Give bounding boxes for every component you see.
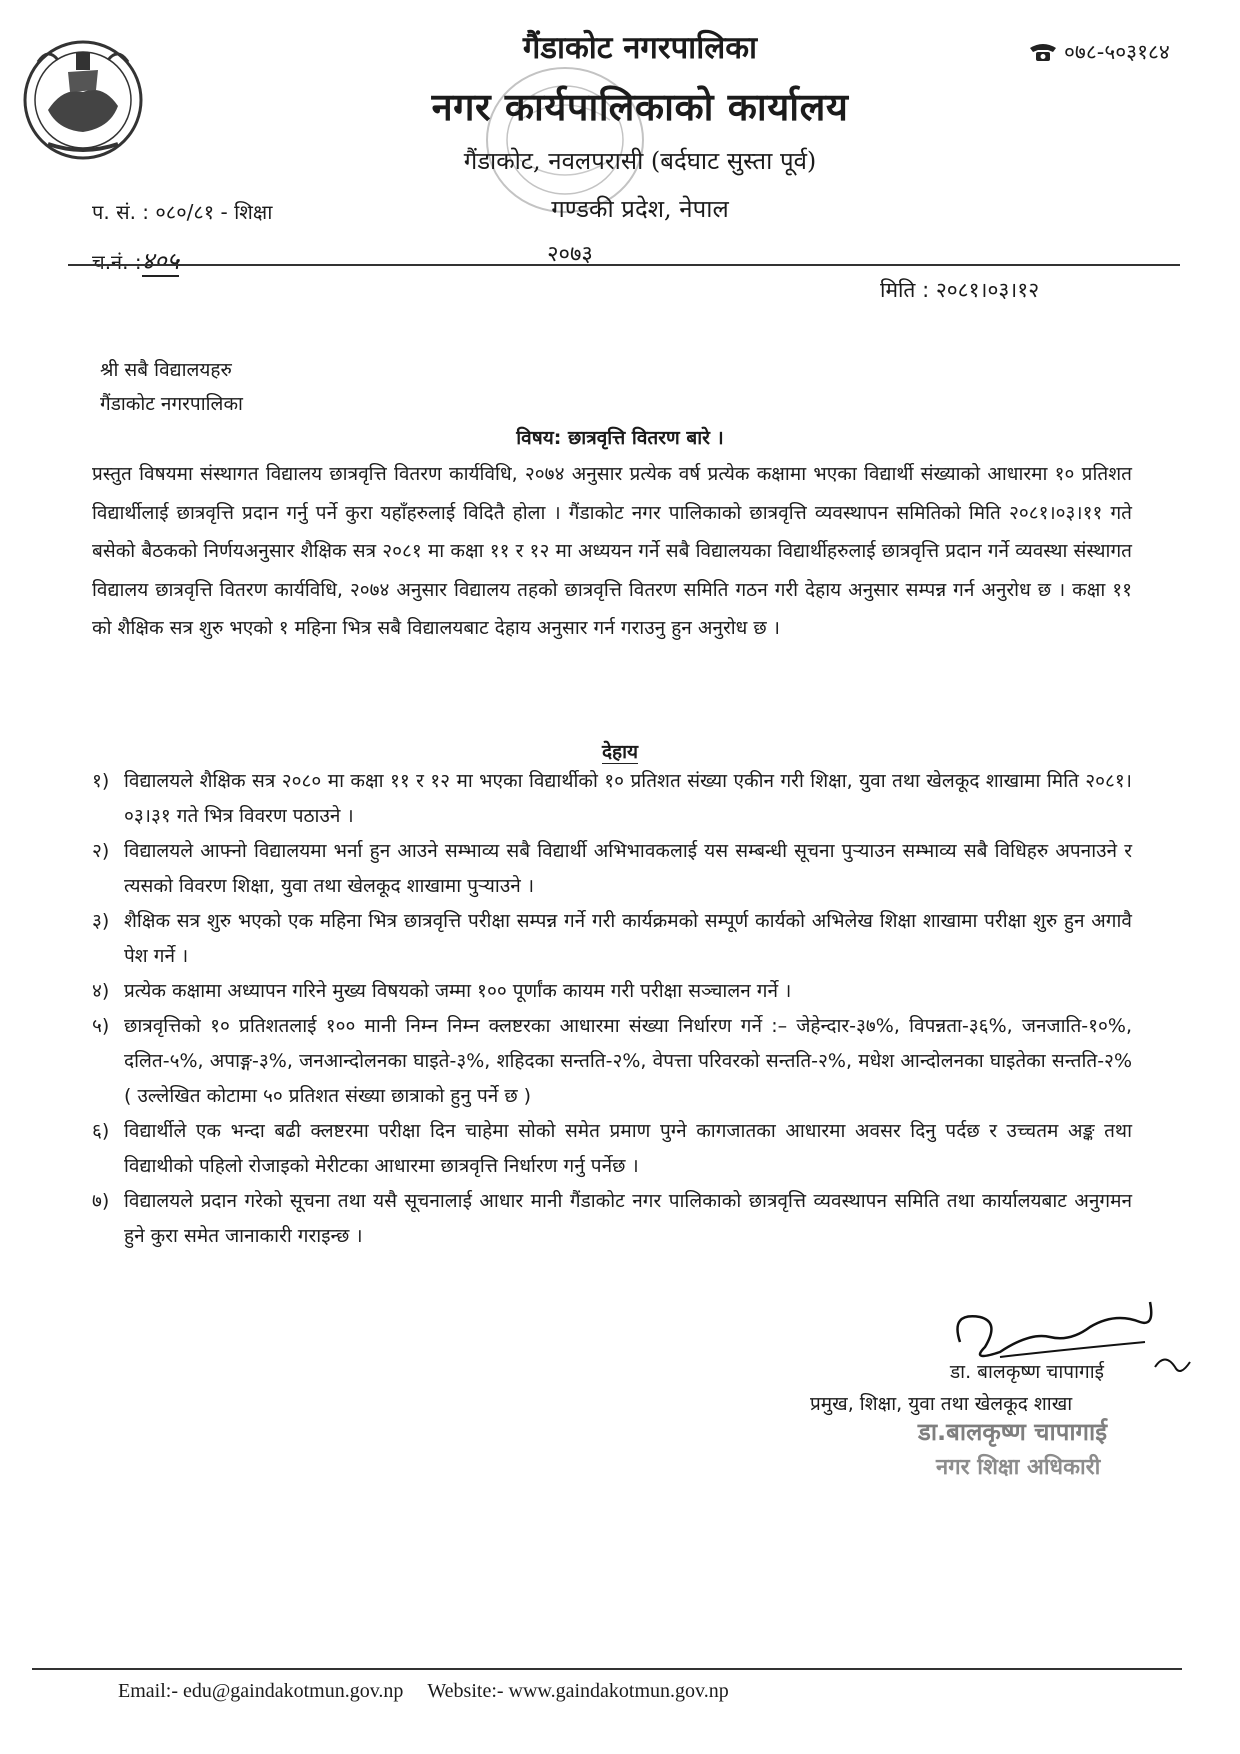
- signatory-title: प्रमुख, शिक्षा, युवा तथा खेलकूद शाखा: [810, 1393, 1073, 1415]
- header-divider: [68, 264, 1180, 266]
- item-text: विद्यालयले शैक्षिक सत्र २०८० मा कक्षा ११ र १२ मा भएका विद्यार्थीको १० प्रतिशत संख्या एकीन गरी शिक्षा, युवा तथा खेलकूद शाखामा मिति २०८१।०३।३१ गते भित्र विवरण पठाउने ।: [124, 770, 1132, 827]
- list-heading-text: देहाय: [601, 741, 639, 763]
- municipality-name: गैंडाकोट नगरपालिका: [522, 30, 758, 66]
- address-line-1: गैंडाकोट, नवलपरासी (बर्दघाट सुस्ता पूर्व): [463, 147, 817, 175]
- signatory-name: डा. बालकृष्ण चापागाई: [950, 1361, 1104, 1383]
- dispatch-value: ४०५: [141, 247, 180, 275]
- item-text: छात्रवृत्तिको १० प्रतिशतलाई १०० मानी निम्न निम्न क्लष्टरका आधारमा संख्या निर्धारण गर्ने :– जेहेन्दार-३७%, विपन्नता-३६%, जनजाति-१०%, दलित-५%, अपाङ्ग-३%, जनआन्दोलनका घाइते-३%, शहिदका सन्तति-२%, वेपत्ता परिवरको सन्तति-२%, मधेश आन्दोलनका घाइतेका सन्तति-२% ( उल्लेखित कोटामा ५० प्रतिशत संख्या छात्राको हुनु पर्ने छ ): [124, 1015, 1132, 1107]
- establishment-year: २०७३: [547, 242, 593, 267]
- item-text: विद्यालयले आफ्नो विद्यालयमा भर्ना हुन आउने सम्भाव्य सबै विद्यार्थी अभिभावकलाई यस सम्बन्धी सूचना पुर्‍याउन सम्भाव्य सबै विधिहरु अपनाउने र त्यसको विवरण शिक्षा, युवा तथा खेलकूद शाखामा पुर्‍याउने ।: [124, 840, 1132, 897]
- phone-text: ०७८-५०३१८४: [1064, 40, 1170, 64]
- item-text: प्रत्येक कक्षामा अध्यापन गरिने मुख्य विषयको जम्मा १०० पूर्णांक कायम गरी परीक्षा सञ्चालन गर्ने ।: [124, 980, 792, 1002]
- body-paragraph: प्रस्तुत विषयमा संस्थागत विद्यालय छात्रवृत्ति वितरण कार्यविधि, २०७४ अनुसार प्रत्येक वर्ष प्रत्येक कक्षामा भएका विद्यार्थी संख्याको आधारमा १० प्रतिशत विद्यार्थीलाई छात्रवृत्ति प्रदान गर्नु पर्ने कुरा यहाँहरुलाई विदितै होला । गैंडाकोट नगर पालिकाको छात्रवृत्ति व्यवस्थापन समितिको मिति २०८१।०३।११ गते बसेको बैठकको निर्णयअनुसार शैक्षिक सत्र २०८१ मा कक्षा ११ र १२ मा अध्ययन गर्ने सबै विद्यालयका विद्यार्थीहरुलाई छात्रवृत्ति प्रदान गर्ने व्यवस्था संस्थागत विद्यालय छात्रवृत्ति वितरण कार्यविधि, २०७४ अनुसार विद्यालय तहको छात्रवृत्ति वितरण समिति गठन गरी देहाय अनुसार सम्पन्न गर्न अनुरोध छ । कक्षा ११ को शैक्षिक सत्र शुरु भएको १ महिना भित्र सबै विद्यालयबाट देहाय अनुसार गर्न गराउनु हुन अनुरोध छ ।: [92, 463, 1132, 639]
- list-heading: [0, 738, 1240, 764]
- footer-email: Email:- edu@gaindakotmun.gov.np: [118, 1680, 404, 1702]
- instruction-list: [92, 764, 1132, 1254]
- seal-line-1: डा.बालकृष्ण चापागाई: [918, 1418, 1108, 1446]
- name-seal-stamp: [908, 1412, 1178, 1484]
- item-number: ७): [92, 1190, 110, 1212]
- recipient-line-1: श्री सबै विद्यालयहरु: [100, 359, 232, 381]
- office-name: नगर कार्यपालिकाको कार्यालय: [431, 84, 849, 129]
- item-text: विद्यार्थीले एक भन्दा बढी क्लष्टरमा परीक्षा दिन चाहेमा सोको समेत प्रमाण पुग्ने कागजातका आधारमा अवसर दिनु पर्दछ र उच्चतम अङ्क तथा विद्याथीको पहिलो रोजाइको मेरीटका आधारमा छात्रवृत्ति निर्धारण गर्नु पर्नेछ ।: [124, 1120, 1132, 1177]
- footer-divider: [32, 1668, 1182, 1670]
- list-item: [92, 834, 1132, 904]
- item-number: ३): [92, 910, 110, 932]
- letter-date: मिति : २०८१।०३।१२: [880, 278, 1040, 302]
- list-item: [92, 1184, 1132, 1254]
- letter-subject: विषय: छात्रवृत्ति वितरण बारे ।: [516, 427, 724, 449]
- list-item: [92, 1114, 1132, 1184]
- footer-website: Website:- www.gaindakotmun.gov.np: [427, 1680, 729, 1702]
- dispatch-number: [92, 244, 179, 277]
- list-item: [92, 764, 1132, 834]
- item-number: ५): [92, 1015, 110, 1037]
- address-line-2: गण्डकी प्रदेश, नेपाल: [551, 195, 729, 223]
- nepal-emblem-icon: [18, 32, 148, 162]
- footer: [118, 1680, 729, 1703]
- item-number: ४): [92, 980, 110, 1002]
- telephone-icon: [1028, 42, 1058, 62]
- item-number: ६): [92, 1120, 110, 1142]
- list-item: [92, 904, 1132, 974]
- reference-number: प. सं. : ०८०/८१ - शिक्षा: [92, 200, 273, 224]
- item-text: विद्यालयले प्रदान गरेको सूचना तथा यसै सूचनालाई आधार मानी गैंडाकोट नगर पालिकाको छात्रवृत्ति व्यवस्थापन समिति तथा कार्यालयबाट अनुगमन हुने कुरा समेत जानाकारी गराइन्छ ।: [124, 1190, 1132, 1247]
- list-item: [92, 1009, 1132, 1114]
- seal-line-2: नगर शिक्षा अधिकारी: [936, 1455, 1101, 1480]
- dispatch-label: च.नं. :: [92, 250, 142, 274]
- item-text: शैक्षिक सत्र शुरु भएको एक महिना भित्र छात्रवृत्ति परीक्षा सम्पन्न गर्ने गरी कार्यक्रमको सम्पूर्ण कार्यको अभिलेख शिक्षा शाखामा परीक्षा शुरु हुन अगावै पेश गर्ने ।: [124, 910, 1132, 967]
- list-item: [92, 974, 1132, 1009]
- item-number: १): [92, 770, 110, 792]
- recipient-line-2: गैंडाकोट नगरपालिका: [100, 393, 243, 415]
- item-number: २): [92, 840, 110, 862]
- phone-number: [1028, 38, 1170, 66]
